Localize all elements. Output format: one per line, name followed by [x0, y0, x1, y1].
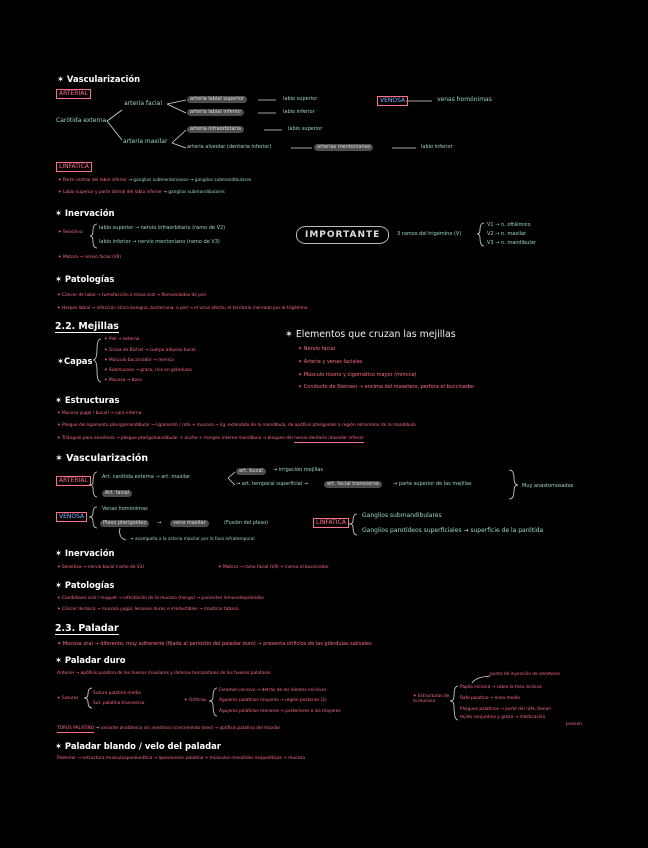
art-facial: Art. facial: [102, 490, 132, 497]
heading-vascularizacion-2: ✶ Vascularización: [55, 453, 149, 464]
elemento-arteria: ✶ Arteria y venas faciales: [298, 359, 363, 365]
arteria-labial-superior: arteria labial superior: [187, 96, 247, 103]
label-arterial: ARTERIAL: [56, 89, 91, 99]
capas-label: ✶Capas: [57, 356, 93, 366]
heading-paladar-duro: ✶ Paladar duro: [55, 655, 126, 665]
capa-grasa: ✶ Grasa de Bichat → cuerpo adiposo bucal: [104, 348, 196, 353]
venas-homonimas-2: Venas homónimas: [102, 506, 148, 512]
suturas-label: ✶ Suturas: [57, 696, 79, 701]
agujeros-mayores: Agujeros palatinos mayores → región posterior (2): [219, 698, 327, 703]
inerv2-sensitiva: ✶ Sensitiva → nervio bucal (ramo de V3): [57, 565, 145, 570]
arrow: →: [157, 520, 162, 526]
label-linfatica: LINFÁTICA: [56, 162, 92, 172]
importante-badge: IMPORTANTE: [296, 226, 389, 244]
plexo-pterigoideo: Plexo pterigoideo: [100, 520, 149, 527]
linfatica-row-2: ✶ Labio superior y parte lateral del labio inferior → ganglios submandibulares: [58, 190, 225, 195]
heading-paladar-blando: ✶ Paladar blando / velo del paladar: [55, 741, 221, 751]
heading-patologias: ✶ Patologías: [55, 274, 115, 284]
arteria-infraorbitaria: arteria infraorbitaria: [187, 126, 244, 133]
estructuras-mucosa-label: ✶ Estructuras de la mucosa: [413, 694, 450, 705]
elemento-nervio: ✶ Nervio facial: [298, 346, 336, 352]
heading-vascularizacion: ✶ Vascularización: [57, 74, 141, 84]
capa-mucosa: ✶ Mucosa → boca: [104, 378, 142, 383]
agujeros-menores: Agujeros palatinos menores → posteriores a los mayores: [219, 709, 341, 714]
patologia-cancer-boca: ✶ Cáncer de boca → mucosa yugal, lesiones duras e irreductibles → masticar tabaco: [57, 607, 239, 612]
sensitiva-label: ✶ Sensitiva: [58, 230, 83, 235]
patologia-cancer-labio: ✶ Cáncer de labio → tumefacción o masa oral → flemosidades de piel: [57, 293, 206, 298]
labio-superior: labio superior: [283, 96, 318, 102]
art-bucal: art. bucal: [236, 468, 266, 475]
papila-incisiva: Papila incisiva → sobre la fosa incisiva: [460, 685, 542, 690]
ganglios-submandibulares: Ganglios submandibulares: [362, 512, 442, 519]
estructura-mucosa: ✶ Mucosa yugal / bucal) → cara interna: [57, 411, 142, 416]
v3-mandibular: V3 → n. mandibular: [487, 240, 536, 246]
venas-homonimas: venas homónimas: [437, 96, 492, 103]
motora-label: ✶ Motora → nervio facial (VII): [58, 255, 121, 260]
paladar-anterior: Anterior → apófisis palatina de los huesos maxilares y láminas horizontales de los huesos palatinos: [57, 671, 271, 676]
rafe-palatino: Rafe palatino → línea media: [460, 696, 520, 701]
sutura-transversa: Sut. palatina transversa: [93, 701, 145, 706]
sutura-media: Sutura palatina media: [93, 691, 141, 696]
inerv-labio-inferior: labio inferior → nervio mentoniano (ramo de V3): [99, 239, 220, 245]
fusion-plexo: (Fusión del plexo): [224, 520, 269, 526]
arteria-labial-inferior: arteria labial inferior: [187, 109, 244, 116]
capa-submucosa: ✶ Submucosa → grasa, rica en glándulas: [104, 368, 192, 373]
labio-inferior: labio inferior: [283, 109, 315, 115]
labio-superior-2: labio superior: [288, 126, 323, 132]
capa-piel: ✶ Piel → externa: [104, 337, 140, 342]
muy-anastomosadas: Muy anastomosadas: [522, 483, 574, 489]
inerv2-motora: ✶ Motora → ramo facial (VII) → inerva el buccinador: [218, 565, 329, 570]
pliegues-palatinos: Pliegues palatinos → parte del rafe, tienen: [460, 707, 551, 712]
label-venosa-2: VENOSA: [56, 512, 87, 522]
vena-maxilar: vena maxilar: [170, 520, 209, 527]
foramen-incisivo: Foramen incisivo → detrás de los dientes incisivos: [219, 688, 327, 693]
label-linfatica-2: LINFÁTICA: [313, 518, 349, 528]
labio-inferior-2: labio inferior: [421, 144, 453, 150]
art-carotida-maxilar: Art. carótida externa → art. maxilar: [102, 474, 191, 480]
punto-inyeccion: punto de inyección de anestesia: [490, 672, 560, 677]
heading-estructuras: ✶ Estructuras: [55, 395, 120, 405]
torus-palatino-row: TORUS PALATINO → variante anatómica sin anestesia (crecimiento óseo) → apófisis palatina del maxilar: [57, 726, 281, 731]
carotida-externa: Carótida externa: [56, 117, 107, 124]
arteria-maxilar: arteria maxilar: [123, 138, 168, 145]
inerv-labio-superior: labio superior → nervio infraorbitario (ramo de V2): [99, 225, 226, 231]
patologia-candidiasis: ✶ Candidiasis oral / muguet → infestación de la mucosa (hongo) → pacientes inmunodeprimidos: [57, 596, 264, 601]
parte-superior-mejillas: → parte superior de las mejillas: [393, 481, 472, 487]
irrigacion-mejillas: → irrigación mejillas: [273, 467, 323, 473]
capa-musculo: ✶ Músculo buccinador → mímica: [104, 358, 174, 363]
heading-elementos: ✶ Elementos que cruzan las mejillas: [285, 329, 456, 340]
arterias-mentonianas: arterias mentonianas: [314, 144, 373, 151]
label-venosa: VENOSA: [377, 96, 408, 106]
arteria-alveolar: arteria alveolar (dentaria inferior): [187, 144, 272, 150]
acompana-arteria: → acompaña a la arteria maxilar por la fosa infratemporal: [130, 537, 255, 542]
heading-patologias-2: ✶ Patologías: [55, 580, 115, 590]
ganglios-parotideos: Ganglios parotídeos superficiales → superficie de la parótida: [362, 527, 544, 534]
estructura-triangulo: ✶ Triángulo para anestesia → pliegue pterigomandibular + ancho + margen interno mandíbula → bloqueo del nervio dentario /alveolar inferior: [57, 436, 364, 441]
paladar-posterior: Posterior → estructura musculoaponeurótica → aponeurosis palatina + músculos revestidos esqueléticos + mucosa: [57, 756, 305, 761]
heading-paladar: 2.3. Paladar: [55, 623, 119, 634]
elemento-musculo: ✶ Músculo risorio y cigomático mayor (mímica): [298, 372, 417, 378]
heading-mejillas: 2.2. Mejillas: [55, 321, 119, 332]
linfatica-row-1: ✶ Parte central del labio inferior → ganglios submentonianos → ganglios submandibulares: [58, 178, 252, 183]
tres-ramos: 3 ramos del trigémino (V): [397, 231, 462, 237]
orificios-label: ✶ Orificios: [184, 698, 207, 703]
pliegues-palatinos-3: presión: [566, 722, 582, 727]
pliegues-palatinos-2: tejido conjuntivo y grasa → masticación: [460, 715, 546, 720]
heading-inervacion: ✶ Inervación: [55, 208, 115, 218]
estructura-pliegue: ✶ Pliegue del ligamento pterigomandibular → ligamento / rafe + mucosa → lig. extendido de la mandíbula, de apófisis pterigoides a región retromolar de la mandíbula: [57, 423, 416, 428]
paladar-intro: ✶ Mucosa oral → diferente, muy adherente (fijada al periostio del paladar duro) → presenta orificios de las glándulas salivales: [57, 641, 372, 647]
arteria-facial: arteria facial: [124, 100, 163, 107]
v1-oftalmico: V1 → n. oftálmico: [487, 222, 531, 228]
v2-maxilar: V2 → n. maxilar: [487, 231, 527, 237]
heading-inervacion-2: ✶ Inervación: [55, 548, 115, 558]
art-temporal: → art. temporal superficial →: [236, 481, 308, 487]
label-arterial-2: ARTERIAL: [56, 476, 91, 486]
art-facial-transversa: art. facial transversa: [324, 481, 382, 488]
elemento-stensen: ✶ Conducto de Stensen → encima del masetero, perfora el buccinador: [298, 384, 475, 390]
patologia-herpes: ✶ Herpes labial → infección vírica benigna, bacteriana, o piel → el virus afecta, el territorio inervado por el trigémino: [57, 306, 308, 311]
